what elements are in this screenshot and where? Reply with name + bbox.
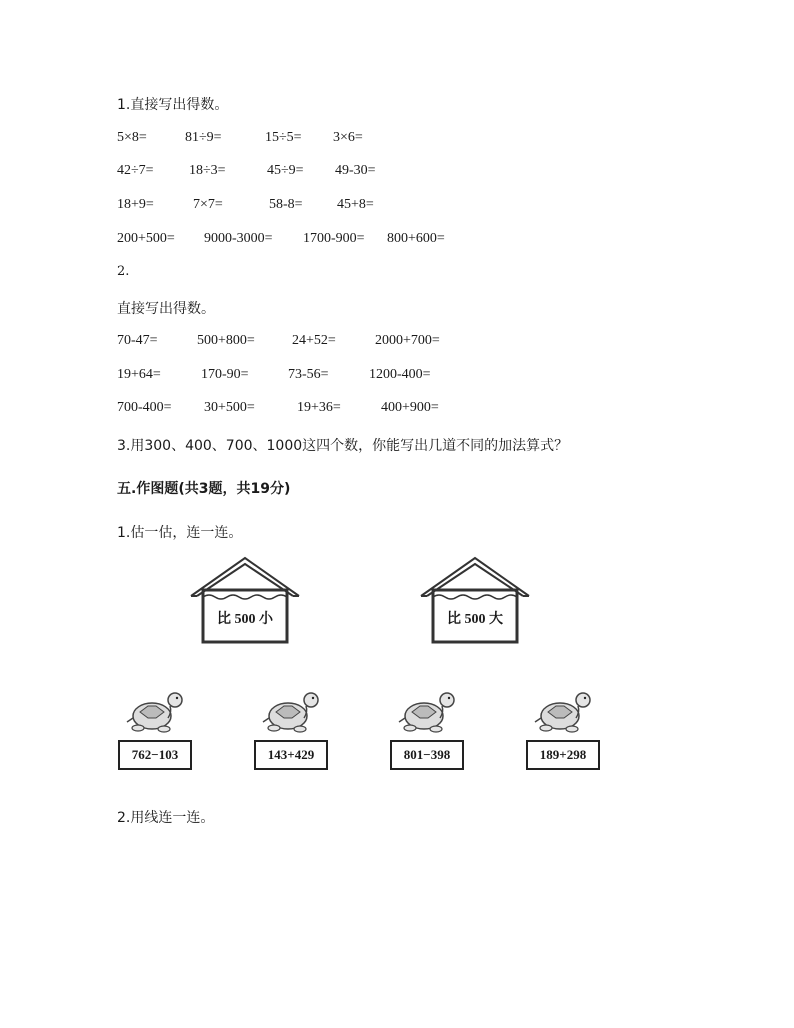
house-icon — [189, 556, 301, 644]
q1-item: 800+600= — [387, 231, 445, 246]
q1-item: 49-30= — [335, 163, 376, 178]
house-label: 比 500 小 — [217, 612, 273, 627]
q2-item: 24+52= — [292, 333, 336, 348]
q1-item: 1700-900= — [303, 231, 365, 246]
q1-title: 1.直接写出得数。 — [117, 97, 229, 113]
q2-item: 19+36= — [297, 400, 341, 415]
q1-item: 18+9= — [117, 197, 154, 212]
q2-item: 400+900= — [381, 400, 439, 415]
q2-title: 直接写出得数。 — [117, 301, 215, 317]
turtle-card — [526, 688, 600, 762]
section-title: 五.作图题(共3题，共19分) — [117, 481, 291, 497]
s5q1-title: 1.估一估，连一连。 — [117, 525, 243, 541]
house-greater-than-500 — [419, 556, 531, 644]
q1-item: 9000-3000= — [204, 231, 273, 246]
house-label: 比 500 大 — [447, 612, 503, 627]
house-icon — [419, 556, 531, 644]
expression-card[interactable]: 762−103 — [118, 740, 192, 770]
q2-item: 170-90= — [201, 367, 249, 382]
q1-item: 3×6= — [333, 130, 363, 145]
expression-card[interactable]: 801−398 — [390, 740, 464, 770]
turtle-icon — [398, 688, 460, 736]
q1-item: 200+500= — [117, 231, 175, 246]
q1-item: 45÷9= — [267, 163, 304, 178]
turtle-card — [254, 688, 328, 762]
q1-item: 42÷7= — [117, 163, 154, 178]
q3-text: 3.用300、400、700、1000这四个数，你能写出几道不同的加法算式？ — [117, 438, 569, 454]
s5q2-title: 2.用线连一连。 — [117, 810, 215, 826]
q1-item: 7×7= — [193, 197, 223, 212]
q1-item: 58-8= — [269, 197, 303, 212]
q2-item: 73-56= — [288, 367, 329, 382]
q1-item: 18÷3= — [189, 163, 226, 178]
turtle-icon — [126, 688, 188, 736]
q2-item: 700-400= — [117, 400, 172, 415]
q1-item: 45+8= — [337, 197, 374, 212]
q1-item: 81÷9= — [185, 130, 222, 145]
q1-item: 15÷5= — [265, 130, 302, 145]
q1-item: 5×8= — [117, 130, 147, 145]
q2-item: 500+800= — [197, 333, 255, 348]
q2-item: 2000+700= — [375, 333, 440, 348]
turtle-card — [390, 688, 464, 762]
turtle-icon — [534, 688, 596, 736]
turtle-card — [118, 688, 192, 762]
q2-item: 70-47= — [117, 333, 158, 348]
q2-number: 2. — [117, 264, 130, 279]
q2-item: 30+500= — [204, 400, 255, 415]
q2-item: 1200-400= — [369, 367, 431, 382]
expression-card[interactable]: 143+429 — [254, 740, 328, 770]
house-less-than-500 — [189, 556, 301, 644]
expression-card[interactable]: 189+298 — [526, 740, 600, 770]
turtle-icon — [262, 688, 324, 736]
q2-item: 19+64= — [117, 367, 161, 382]
